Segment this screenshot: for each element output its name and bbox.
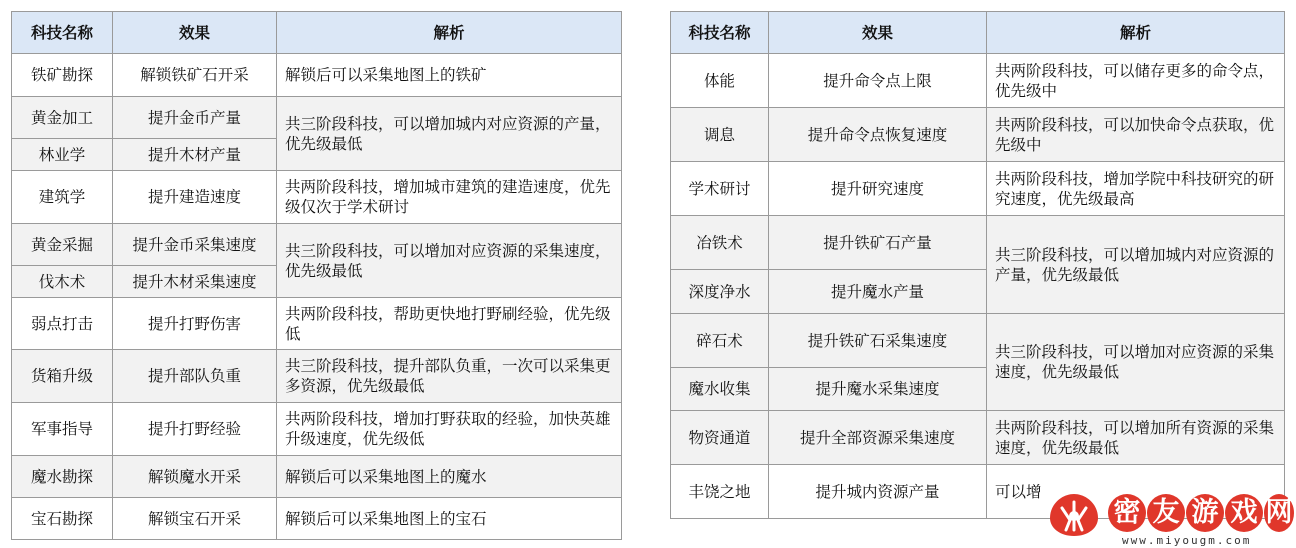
analysis-cell: 共两阶段科技，增加打野获取的经验，加快英雄升级速度，优先级低 (277, 403, 622, 456)
table-row (12, 350, 622, 403)
analysis-cell: 解锁后可以采集地图上的魔水 (277, 456, 622, 498)
watermark-logo-icon (1046, 490, 1102, 540)
watermark-char: 密 (1108, 494, 1146, 532)
effect-cell: 解锁铁矿石开采 (113, 54, 277, 97)
analysis-cell: 共两阶段科技，增加学院中科技研究的研究速度，优先级最高 (987, 162, 1285, 216)
effect-cell: 提升金币采集速度 (113, 224, 277, 266)
table-row (12, 97, 622, 139)
header-tech-name: 科技名称 (12, 12, 113, 54)
header-tech-name: 科技名称 (671, 12, 769, 54)
tech-name-cell: 丰饶之地 (671, 465, 769, 519)
table-row (671, 411, 1285, 465)
tech-name-cell: 铁矿勘探 (12, 54, 113, 97)
effect-cell: 提升命令点恢复速度 (769, 108, 987, 162)
analysis-cell: 共两阶段科技，帮助更快地打野刷经验，优先级低 (277, 298, 622, 350)
table-row (12, 403, 622, 456)
effect-cell: 提升打野经验 (113, 403, 277, 456)
tech-name-cell: 林业学 (12, 139, 113, 171)
analysis-cell: 解锁后可以采集地图上的宝石 (277, 498, 622, 540)
effect-cell: 提升命令点上限 (769, 54, 987, 108)
table-row (12, 224, 622, 266)
analysis-cell: 共三阶段科技，可以增加对应资源的采集速度，优先级最低 (277, 224, 622, 298)
watermark-char: 网 (1264, 494, 1294, 532)
header-effect: 效果 (769, 12, 987, 54)
header-effect: 效果 (113, 12, 277, 54)
effect-cell: 解锁宝石开采 (113, 498, 277, 540)
table-row (671, 54, 1285, 108)
analysis-cell: 共三阶段科技，可以增加城内对应资源的产量，优先级最低 (987, 216, 1285, 314)
table-row (12, 298, 622, 350)
tech-name-cell: 弱点打击 (12, 298, 113, 350)
tech-table-right (670, 11, 1285, 519)
table-row (671, 216, 1285, 270)
table-row (12, 171, 622, 224)
analysis-cell: 共两阶段科技，可以增加所有资源的采集速度，优先级最低 (987, 411, 1285, 465)
header-analysis: 解析 (277, 12, 622, 54)
analysis-cell: 共三阶段科技，可以增加城内对应资源的产量，优先级最低 (277, 97, 622, 171)
tech-name-cell: 魔水收集 (671, 368, 769, 411)
tech-name-cell: 深度净水 (671, 270, 769, 314)
effect-cell: 提升木材采集速度 (113, 266, 277, 298)
table-row (671, 314, 1285, 368)
header-analysis: 解析 (987, 12, 1285, 54)
table-row (671, 162, 1285, 216)
watermark-url: www.miyougm.com (1122, 534, 1252, 547)
effect-cell: 提升建造速度 (113, 171, 277, 224)
effect-cell: 提升城内资源产量 (769, 465, 987, 519)
table-header-row (671, 12, 1285, 54)
tech-name-cell: 物资通道 (671, 411, 769, 465)
effect-cell: 提升部队负重 (113, 350, 277, 403)
tech-table-left (11, 11, 622, 540)
tech-name-cell: 学术研讨 (671, 162, 769, 216)
tech-name-cell: 黄金加工 (12, 97, 113, 139)
effect-cell: 提升打野伤害 (113, 298, 277, 350)
effect-cell: 提升魔水采集速度 (769, 368, 987, 411)
tech-name-cell: 黄金采掘 (12, 224, 113, 266)
effect-cell: 提升魔水产量 (769, 270, 987, 314)
effect-cell: 提升木材产量 (113, 139, 277, 171)
effect-cell: 提升铁矿石采集速度 (769, 314, 987, 368)
effect-cell: 提升研究速度 (769, 162, 987, 216)
tech-name-cell: 宝石勘探 (12, 498, 113, 540)
tech-name-cell: 建筑学 (12, 171, 113, 224)
tech-name-cell: 体能 (671, 54, 769, 108)
analysis-cell: 共两阶段科技，可以加快命令点获取，优先级中 (987, 108, 1285, 162)
watermark (1046, 488, 1296, 548)
tech-name-cell: 冶铁术 (671, 216, 769, 270)
effect-cell: 解锁魔水开采 (113, 456, 277, 498)
tech-name-cell: 军事指导 (12, 403, 113, 456)
analysis-cell: 可以增 (987, 465, 1285, 519)
tech-name-cell: 碎石术 (671, 314, 769, 368)
analysis-cell: 共三阶段科技，可以增加对应资源的采集速度，优先级最低 (987, 314, 1285, 411)
analysis-cell: 共三阶段科技，提升部队负重，一次可以采集更多资源，优先级最低 (277, 350, 622, 403)
table-row (12, 54, 622, 97)
watermark-char: 戏 (1225, 494, 1263, 532)
watermark-char: 游 (1186, 494, 1224, 532)
watermark-char: 友 (1147, 494, 1185, 532)
table-row (12, 456, 622, 498)
table-row (671, 108, 1285, 162)
effect-cell: 提升金币产量 (113, 97, 277, 139)
tech-name-cell: 伐木术 (12, 266, 113, 298)
analysis-cell: 共两阶段科技，可以储存更多的命令点，优先级中 (987, 54, 1285, 108)
effect-cell: 提升全部资源采集速度 (769, 411, 987, 465)
tech-name-cell: 货箱升级 (12, 350, 113, 403)
analysis-cell: 解锁后可以采集地图上的铁矿 (277, 54, 622, 97)
table-row (12, 498, 622, 540)
tech-name-cell: 调息 (671, 108, 769, 162)
effect-cell: 提升铁矿石产量 (769, 216, 987, 270)
table-header-row (12, 12, 622, 54)
tech-name-cell: 魔水勘探 (12, 456, 113, 498)
analysis-cell: 共两阶段科技，增加城市建筑的建造速度，优先级仅次于学术研讨 (277, 171, 622, 224)
